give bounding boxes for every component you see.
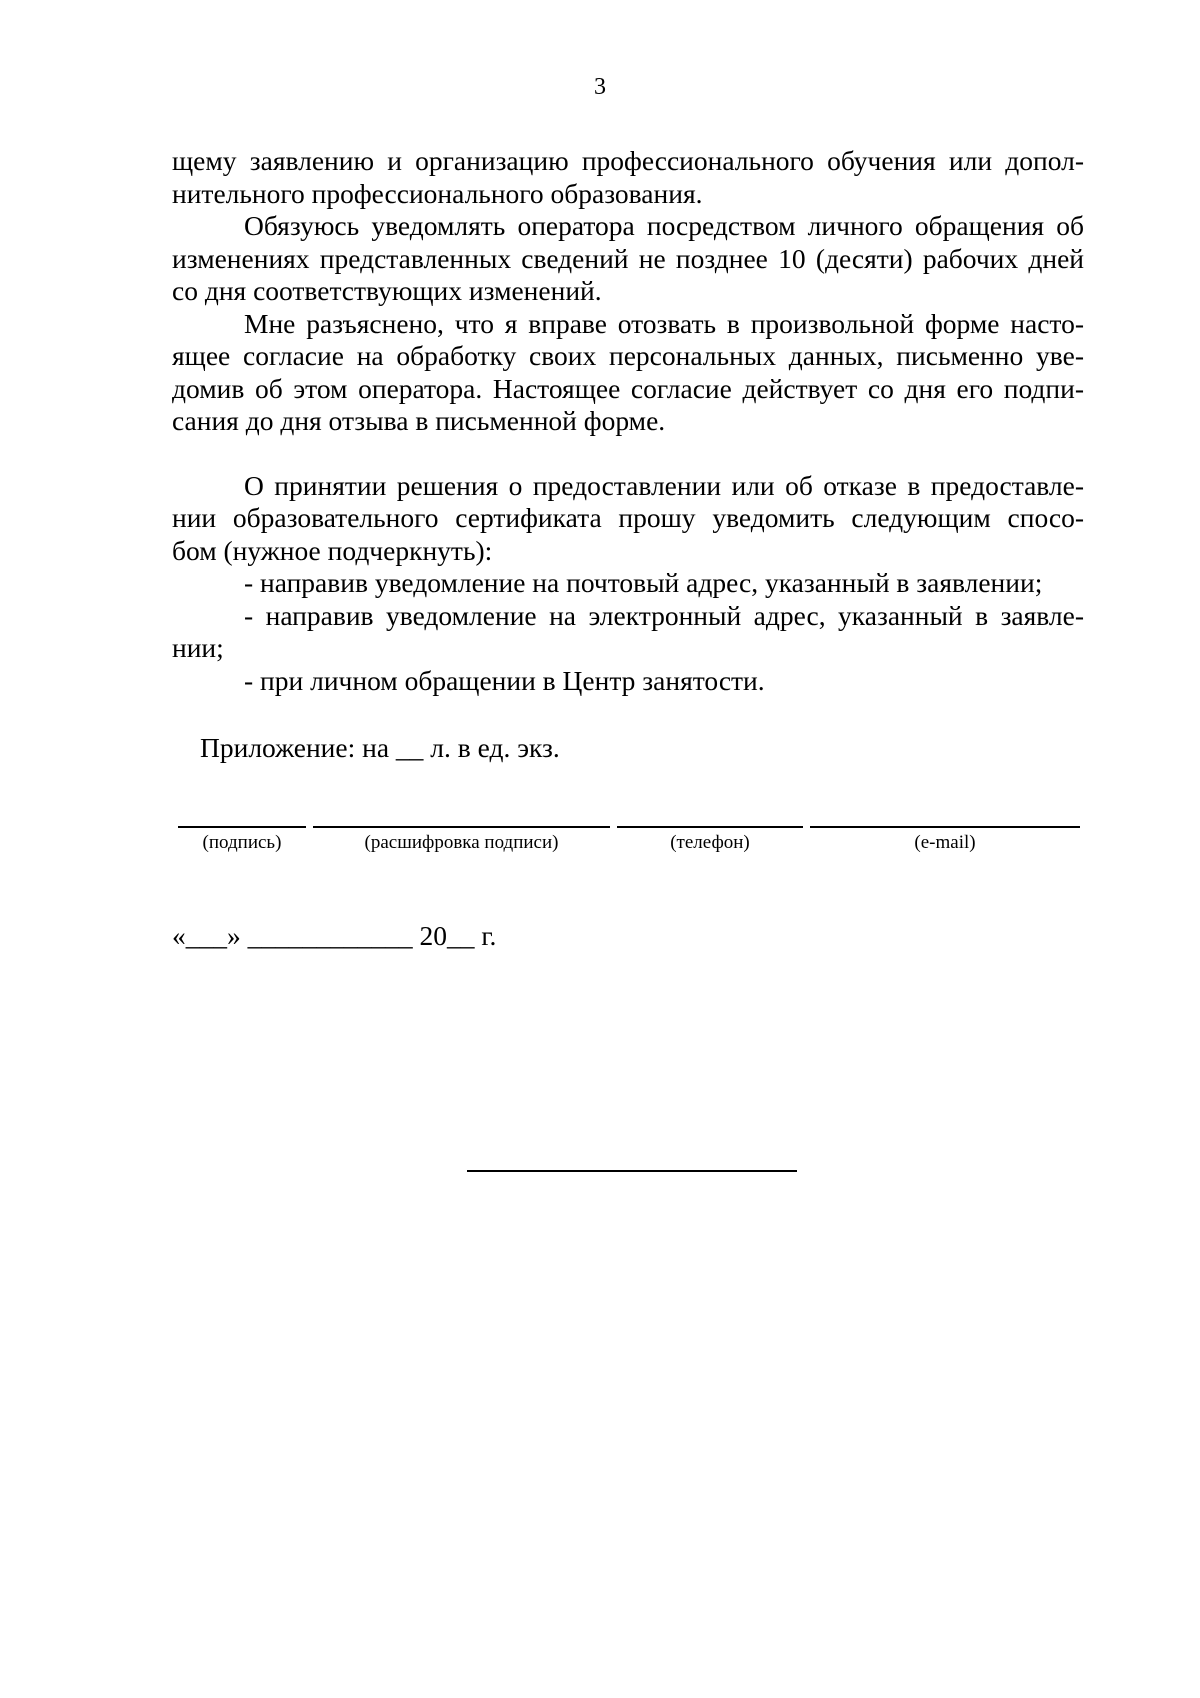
paragraph-line: ящее согласие на обработку своих персональных данных, письменно уве- [172,340,1084,371]
page-number: 3 [594,74,606,100]
document-body [172,145,1084,697]
paragraph-line: домив об этом оператора. Настоящее согласие действует со дня его подпи- [172,372,1084,404]
end-of-document-rule [467,1170,797,1172]
signature-decoding-caption: (расшифровка подписи) [364,832,559,853]
paragraph-line: нии; [172,632,224,663]
paragraph-line: нии образовательного сертификата прошу уведомить следующим спосо- [172,502,1084,533]
signature-field [178,826,306,828]
paragraph-line: Мне разъяснено, что я вправе отозвать в произвольной форме насто- [244,307,1084,339]
signature-caption: (подпись) [202,832,282,853]
date-line: «___» ____________ 20__ г. [172,920,497,951]
phone-caption: (телефон) [670,832,750,853]
paragraph-line: со дня соответствующих изменений. [172,275,602,306]
email-field [810,826,1080,828]
notification-option: - направив уведомление на почтовый адрес, указанный в заявлении; [244,567,1043,598]
attachment-line: Приложение: на __ л. в ед. экз. [200,732,560,763]
paragraph-gap [172,438,1084,470]
notification-option: - направив уведомление на электронный адрес, указанный в заявле- [244,599,1084,631]
paragraph-line: Обязуюсь уведомлять оператора посредством личного обращения об [244,210,1084,241]
paragraph-line: О принятии решения о предоставлении или об отказе в предоставле- [244,469,1084,501]
paragraph-line: сания до дня отзыва в письменной форме. [172,405,666,436]
paragraph-line: нительного профессионального образования. [172,177,703,209]
paragraph-line: щему заявлению и организацию профессионального обучения или допол- [172,145,1084,176]
paragraph-line: бом (нужное подчеркнуть): [172,534,493,566]
email-caption: (e-mail) [914,832,976,853]
phone-field [617,826,803,828]
signature-decoding-field [313,826,610,828]
paragraph-line: изменениях представленных сведений не позднее 10 (десяти) рабочих дней [172,242,1084,274]
notification-option: - при личном обращении в Центр занятости. [244,664,765,696]
